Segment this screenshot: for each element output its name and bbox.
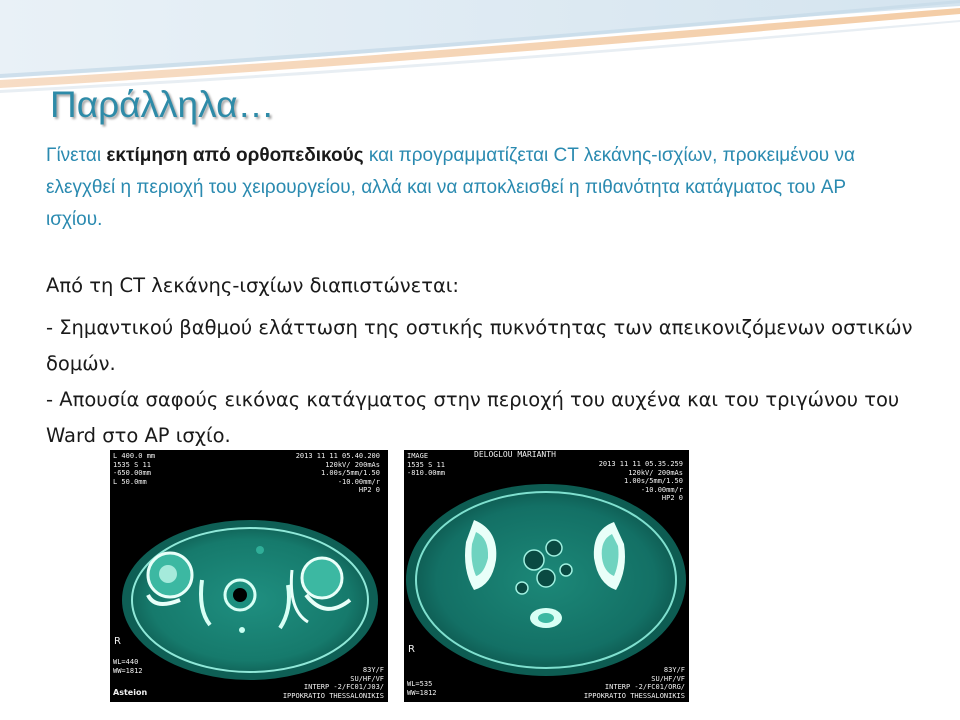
scan-right-br-line: INTERP -2/FC01/ORG/ [604,683,685,691]
finding-bullet-1: - Σημαντικού βαθμού ελάττωση της οστικής πυκνότητας των απεικονιζόμενων οστικών δομών. [46,316,913,375]
scan-left-br-line: IPPOKRATIO THESSALONIKIS [282,691,384,700]
scan-right-tr-line: 120kV/ 200mAs [628,468,683,477]
scan-left-tl-line: L 50.0mm [113,477,147,486]
findings-block [46,268,926,454]
scan-left-marker-r: R [114,636,121,647]
scan-right-topright [599,460,683,503]
intro-text-b: και προγραμματίζεται CT λεκάνης-ισχίων, προκειμένου να ελεγχθεί η περιοχή του χειρουργείου, αλλά και να αποκλεισθεί η πιθανότητα κατάγματος του AP ισχίου. [46,145,855,230]
scan-left-bl-line: WW=1812 [113,666,143,675]
scan-right-br-line: IPPOKRATIO THESSALONIKIS [583,691,685,700]
scan-right-marker-r: R [408,644,415,655]
intro-bold-text: εκτίμηση από ορθοπεδικούς [106,145,364,166]
scan-right-bl-line: WL=535 [407,680,433,688]
scan-left-window [113,658,143,675]
scan-left-tl-line: 1535 S 11 [113,460,151,469]
scan-right-tr-line: 2013 11 11 05.35.259 [598,460,683,468]
ct-scan-left [110,450,388,702]
scan-right-br-line: SU/HF/VF [651,674,685,683]
scan-left-tr-line: 120kV/ 200mAs [325,460,380,469]
scan-right-br-line: 83Y/F [663,666,685,674]
scan-left-br-line: INTERP -2/FC01/J03/ [303,683,384,691]
finding-bullet-2: - Απουσία σαφούς εικόνας κατάγματος στην περιοχή του αυχένα και του τριγώνου του Ward στο AP ισχίο. [46,388,900,447]
scan-right-window [407,680,437,697]
ct-scan-right [404,450,689,702]
scan-left-tr-line: 1.00s/5mm/1.50 [320,469,380,477]
scan-right-tr-line: HP2 0 [661,494,683,502]
scan-left-bottomright [283,666,384,700]
scan-left-tl-line: L 400.0 mm [113,452,156,460]
scan-left-topright [296,452,380,495]
scan-right-tl-line: -810.00mm [407,469,445,477]
scan-left-topleft [113,452,155,486]
findings-intro: Από τη CT λεκάνης-ισχίων διαπιστώνεται: [46,274,459,297]
scan-left-tr-line: 2013 11 11 05.40.200 [295,452,380,460]
scan-right-tl-line: IMAGE [407,452,429,460]
scan-right-tr-line: -10.00mm/r [640,485,683,494]
intro-text-a: Γίνεται [46,145,107,166]
scan-left-br-line: SU/HF/VF [350,674,384,683]
scan-left-tr-line: HP2 0 [358,486,380,494]
scan-right-bottomright [584,666,685,700]
scan-right-bl-line: WW=1812 [407,688,437,697]
scan-left-tr-line: -10.00mm/r [337,477,380,486]
scan-left-tl-line: -650.00mm [113,469,151,477]
scan-right-tr-line: 1.00s/5mm/1.50 [623,477,683,485]
slide-title: Παράλληλα… [50,84,275,125]
scan-left-bl-line: WL=440 [113,658,139,666]
scan-right-tl-line: 1535 S 11 [407,460,445,469]
intro-paragraph [46,140,906,236]
scan-right-patient: DELOGLOU MARIANTH [474,450,556,459]
scan-right-topleft [407,452,445,478]
scan-left-br-line: 83Y/F [362,666,384,674]
scan-left-brand: Asteion [113,688,148,697]
